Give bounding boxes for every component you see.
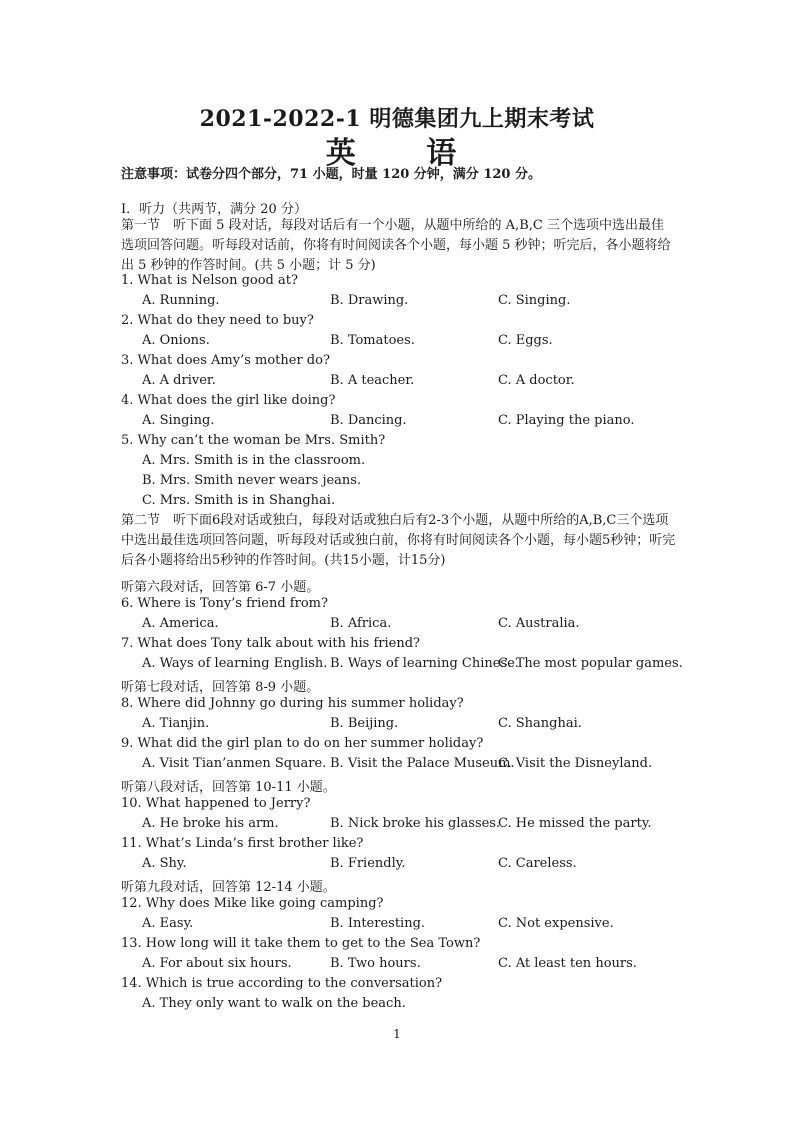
question-12: 12. Why does Mike like going camping? [121,896,384,911]
q10-option-a: A. He broke his arm. [142,816,279,831]
q13-option-b: B. Two hours. [330,956,421,971]
q4-option-b: B. Dancing. [330,413,407,428]
q11-option-b: B. Friendly. [330,856,406,871]
part1-heading: I．听力（共两节，满分 20 分） [121,202,307,217]
q12-option-a: A. Easy. [142,916,194,931]
q10-option-b: B. Nick broke his glasses. [330,816,501,831]
q13-option-a: A. For about six hours. [142,956,292,971]
q6-option-c: C. Australia. [498,616,580,631]
question-9: 9. What did the girl plan to do on her summer holiday? [121,736,484,751]
question-13: 13. How long will it take them to get to the Sea Town? [121,936,481,951]
question-5: 5. Why can’t the woman be Mrs. Smith? [121,433,386,448]
q7-option-b: B. Ways of learning Chinese. [330,656,519,671]
instruction-dialogue-6: 听第六段对话，回答第 6-7 小题。 [121,580,320,595]
question-4: 4. What does the girl like doing? [121,393,336,408]
instruction-dialogue-8: 听第八段对话，回答第 10-11 小题。 [121,780,336,795]
q8-option-c: C. Shanghai. [498,716,582,731]
q4-option-a: A. Singing. [142,413,215,428]
q11-option-c: C. Careless. [498,856,577,871]
q2-option-c: C. Eggs. [498,333,553,348]
q2-option-b: B. Tomatoes. [330,333,415,348]
question-10: 10. What happened to Jerry? [121,796,311,811]
instruction-dialogue-7: 听第七段对话，回答第 8-9 小题。 [121,680,320,695]
question-7: 7. What does Tony talk about with his friend? [121,636,421,651]
q1-option-a: A. Running. [142,293,220,308]
q5-option-a: A. Mrs. Smith is in the classroom. [142,453,366,468]
question-6: 6. Where is Tony’s friend from? [121,596,328,611]
page-number: 1 [393,1027,401,1041]
q1-option-c: C. Singing. [498,293,571,308]
q3-option-c: C. A doctor. [498,373,575,388]
q11-option-a: A. Shy. [142,856,187,871]
q7-option-a: A. Ways of learning English. [142,656,328,671]
question-3: 3. What does Amy’s mother do? [121,353,330,368]
question-1: 1. What is Nelson good at? [121,273,298,288]
q1-option-b: B. Drawing. [330,293,409,308]
section1-intro: 第一节 听下面 5 段对话，每段对话后有一个小题，从题中所给的 A,B,C 三个选项中选出最佳选项回答问题。听每段对话前，你将有时间阅读各个小题，每小题 5 秒钟；听完后，各小题将给出 5 秒钟的作答时间。(共 5 小题；计 5 分) [121,218,671,273]
instruction-dialogue-9: 听第九段对话，回答第 12-14 小题。 [121,880,336,895]
q12-option-c: C. Not expensive. [498,916,614,931]
q9-option-c: C. Visit the Disneyland. [498,756,653,771]
q9-option-b: B. Visit the Palace Museum. [330,756,515,771]
q13-option-c: C. At least ten hours. [498,956,637,971]
q3-option-b: B. A teacher. [330,373,415,388]
exam-title: 2021-2022-1 明德集团九上期末考试 [199,106,595,132]
q4-option-c: C. Playing the piano. [498,413,635,428]
q6-option-b: B. Africa. [330,616,392,631]
q8-option-a: A. Tianjin. [142,716,210,731]
question-11: 11. What’s Linda’s first brother like? [121,836,364,851]
q7-option-c: C. The most popular games. [498,656,683,671]
q2-option-a: A. Onions. [142,333,210,348]
q5-option-c: C. Mrs. Smith is in Shanghai. [142,493,336,508]
q8-option-b: B. Beijing. [330,716,399,731]
section2-intro: 第二节 听下面6段对话或独白，每段对话或独白后有2-3个小题，从题中所给的A,B,C三个选项中选出最佳选项回答问题，听每段对话或独白前，你将有时间阅读各个小题，每小题5秒钟；听完后各小题将给出5秒钟的作答时间。(共15小题，计15分) [121,513,676,568]
q5-option-b: B. Mrs. Smith never wears jeans. [142,473,362,488]
question-8: 8. Where did Johnny go during his summer holiday? [121,696,464,711]
q12-option-b: B. Interesting. [330,916,426,931]
q9-option-a: A. Visit Tian’anmen Square. [142,756,327,771]
q6-option-a: A. America. [142,616,219,631]
question-2: 2. What do they need to buy? [121,313,314,328]
question-14: 14. Which is true according to the conversation? [121,976,443,991]
q3-option-a: A. A driver. [142,373,216,388]
q14-option-a: A. They only want to walk on the beach. [142,996,406,1011]
subject-title: 英 语 [325,136,487,171]
exam-notice: 注意事项：试卷分四个部分，71 小题，时量 120 分钟，满分 120 分。 [121,167,541,182]
q10-option-c: C. He missed the party. [498,816,652,831]
